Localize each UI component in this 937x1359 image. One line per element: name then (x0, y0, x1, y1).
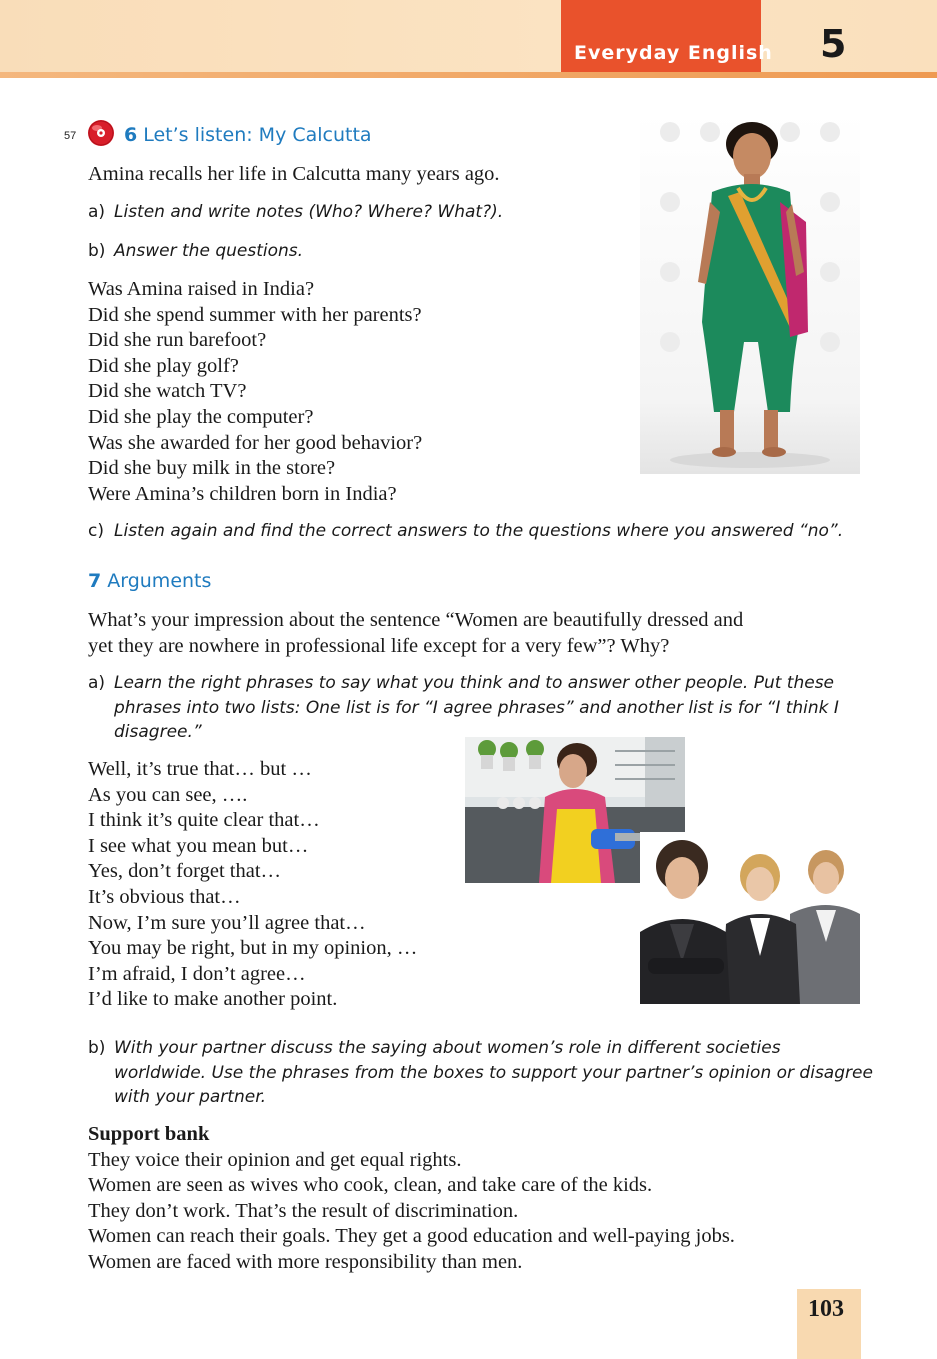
audio-track-number: 57 (64, 130, 77, 142)
support-bank-heading: Support bank (88, 1123, 210, 1145)
question-item: Was she awarded for her good behavior? (88, 431, 423, 454)
exercise-number: 7 (88, 570, 102, 592)
phrase-item: You may be right, but in my opinion, … (88, 937, 418, 960)
intro-line: yet they are nowhere in professional life except for a very few”? Why? (88, 634, 670, 657)
phrase-item: Well, it’s true that… but … (88, 758, 312, 780)
task-text: Answer the questions. (114, 241, 304, 261)
task-label: a) (88, 202, 106, 222)
question-item: Did she run barefoot? (88, 329, 267, 352)
section-label: Everyday English (574, 42, 773, 64)
support-bank-line: They don’t work. That’s the result of discrimination. (88, 1199, 519, 1222)
task-7a (88, 671, 878, 745)
support-bank-line: Women are seen as wives who cook, clean, and take care of the kids. (88, 1174, 653, 1197)
phrase-item: I’m afraid, I don’t agree… (88, 962, 306, 985)
task-7b (88, 1036, 878, 1110)
header-divider (0, 72, 937, 78)
task-label: a) (88, 673, 106, 693)
phrase-item: It’s obvious that… (88, 885, 241, 908)
task-label: b) (88, 241, 106, 261)
page-number: 103 (808, 1296, 844, 1322)
task-text: With your partner discuss the saying about women’s role in different societies worldwide. Use the phrases from the boxes to support your partner’s opinion or disagree with your partner. (114, 1038, 873, 1107)
question-item: Did she spend summer with her parents? (88, 303, 422, 326)
task-text: Listen again and find the correct answers to the questions where you answered “no”. (114, 521, 844, 541)
audio-cd-icon[interactable] (87, 119, 115, 147)
question-item: Did she watch TV? (88, 380, 247, 403)
phrase-item: I see what you mean but… (88, 834, 309, 857)
task-text: Listen and write notes (Who? Where? What?). (114, 202, 504, 222)
exercise-title: Arguments (107, 570, 212, 592)
support-bank-line: Women are faced with more responsibility than men. (88, 1250, 523, 1273)
exercise-6-heading (124, 124, 372, 146)
support-bank-line: Women can reach their goals. They get a good education and well-paying jobs. (88, 1225, 735, 1248)
phrase-item: I’d like to make another point. (88, 988, 338, 1011)
exercise-number: 6 (124, 124, 138, 146)
photo-businesswomen (640, 832, 860, 1004)
support-bank-line: They voice their opinion and get equal rights. (88, 1148, 462, 1171)
unit-number: 5 (820, 22, 847, 66)
question-list (88, 277, 422, 507)
phrase-item: Yes, don’t forget that… (88, 860, 282, 883)
task-text: Learn the right phrases to say what you think and to answer other people. Put these phrases into two lists: One list is for “I agree phrases” and another list is for “I think I disagree.” (114, 673, 839, 742)
exercise-title: Let’s listen: My Calcutta (143, 124, 372, 146)
task-label: c) (88, 521, 104, 541)
task-6b (88, 241, 303, 261)
exercise-7-heading (88, 570, 211, 592)
phrase-item: I think it’s quite clear that… (88, 809, 320, 832)
task-label: b) (88, 1038, 106, 1058)
question-item: Were Amina’s children born in India? (88, 482, 397, 505)
question-item: Did she buy milk in the store? (88, 457, 336, 480)
question-item: Did she play the computer? (88, 405, 314, 428)
phrase-item: As you can see, …. (88, 783, 248, 806)
question-item: Was Amina raised in India? (88, 278, 315, 300)
task-6c (88, 521, 843, 541)
phrase-list (88, 757, 417, 1013)
phrase-item: Now, I’m sure you’ll agree that… (88, 911, 366, 934)
header-band (0, 0, 937, 72)
exercise-6-intro: Amina recalls her life in Calcutta many years ago. (88, 163, 500, 185)
question-item: Did she play golf? (88, 354, 239, 377)
exercise-7-intro (88, 608, 743, 659)
task-6a (88, 202, 503, 222)
photo-girl-in-sari (640, 112, 860, 474)
intro-line: What’s your impression about the sentence “Women are beautifully dressed and (88, 609, 744, 631)
support-bank (88, 1122, 735, 1276)
